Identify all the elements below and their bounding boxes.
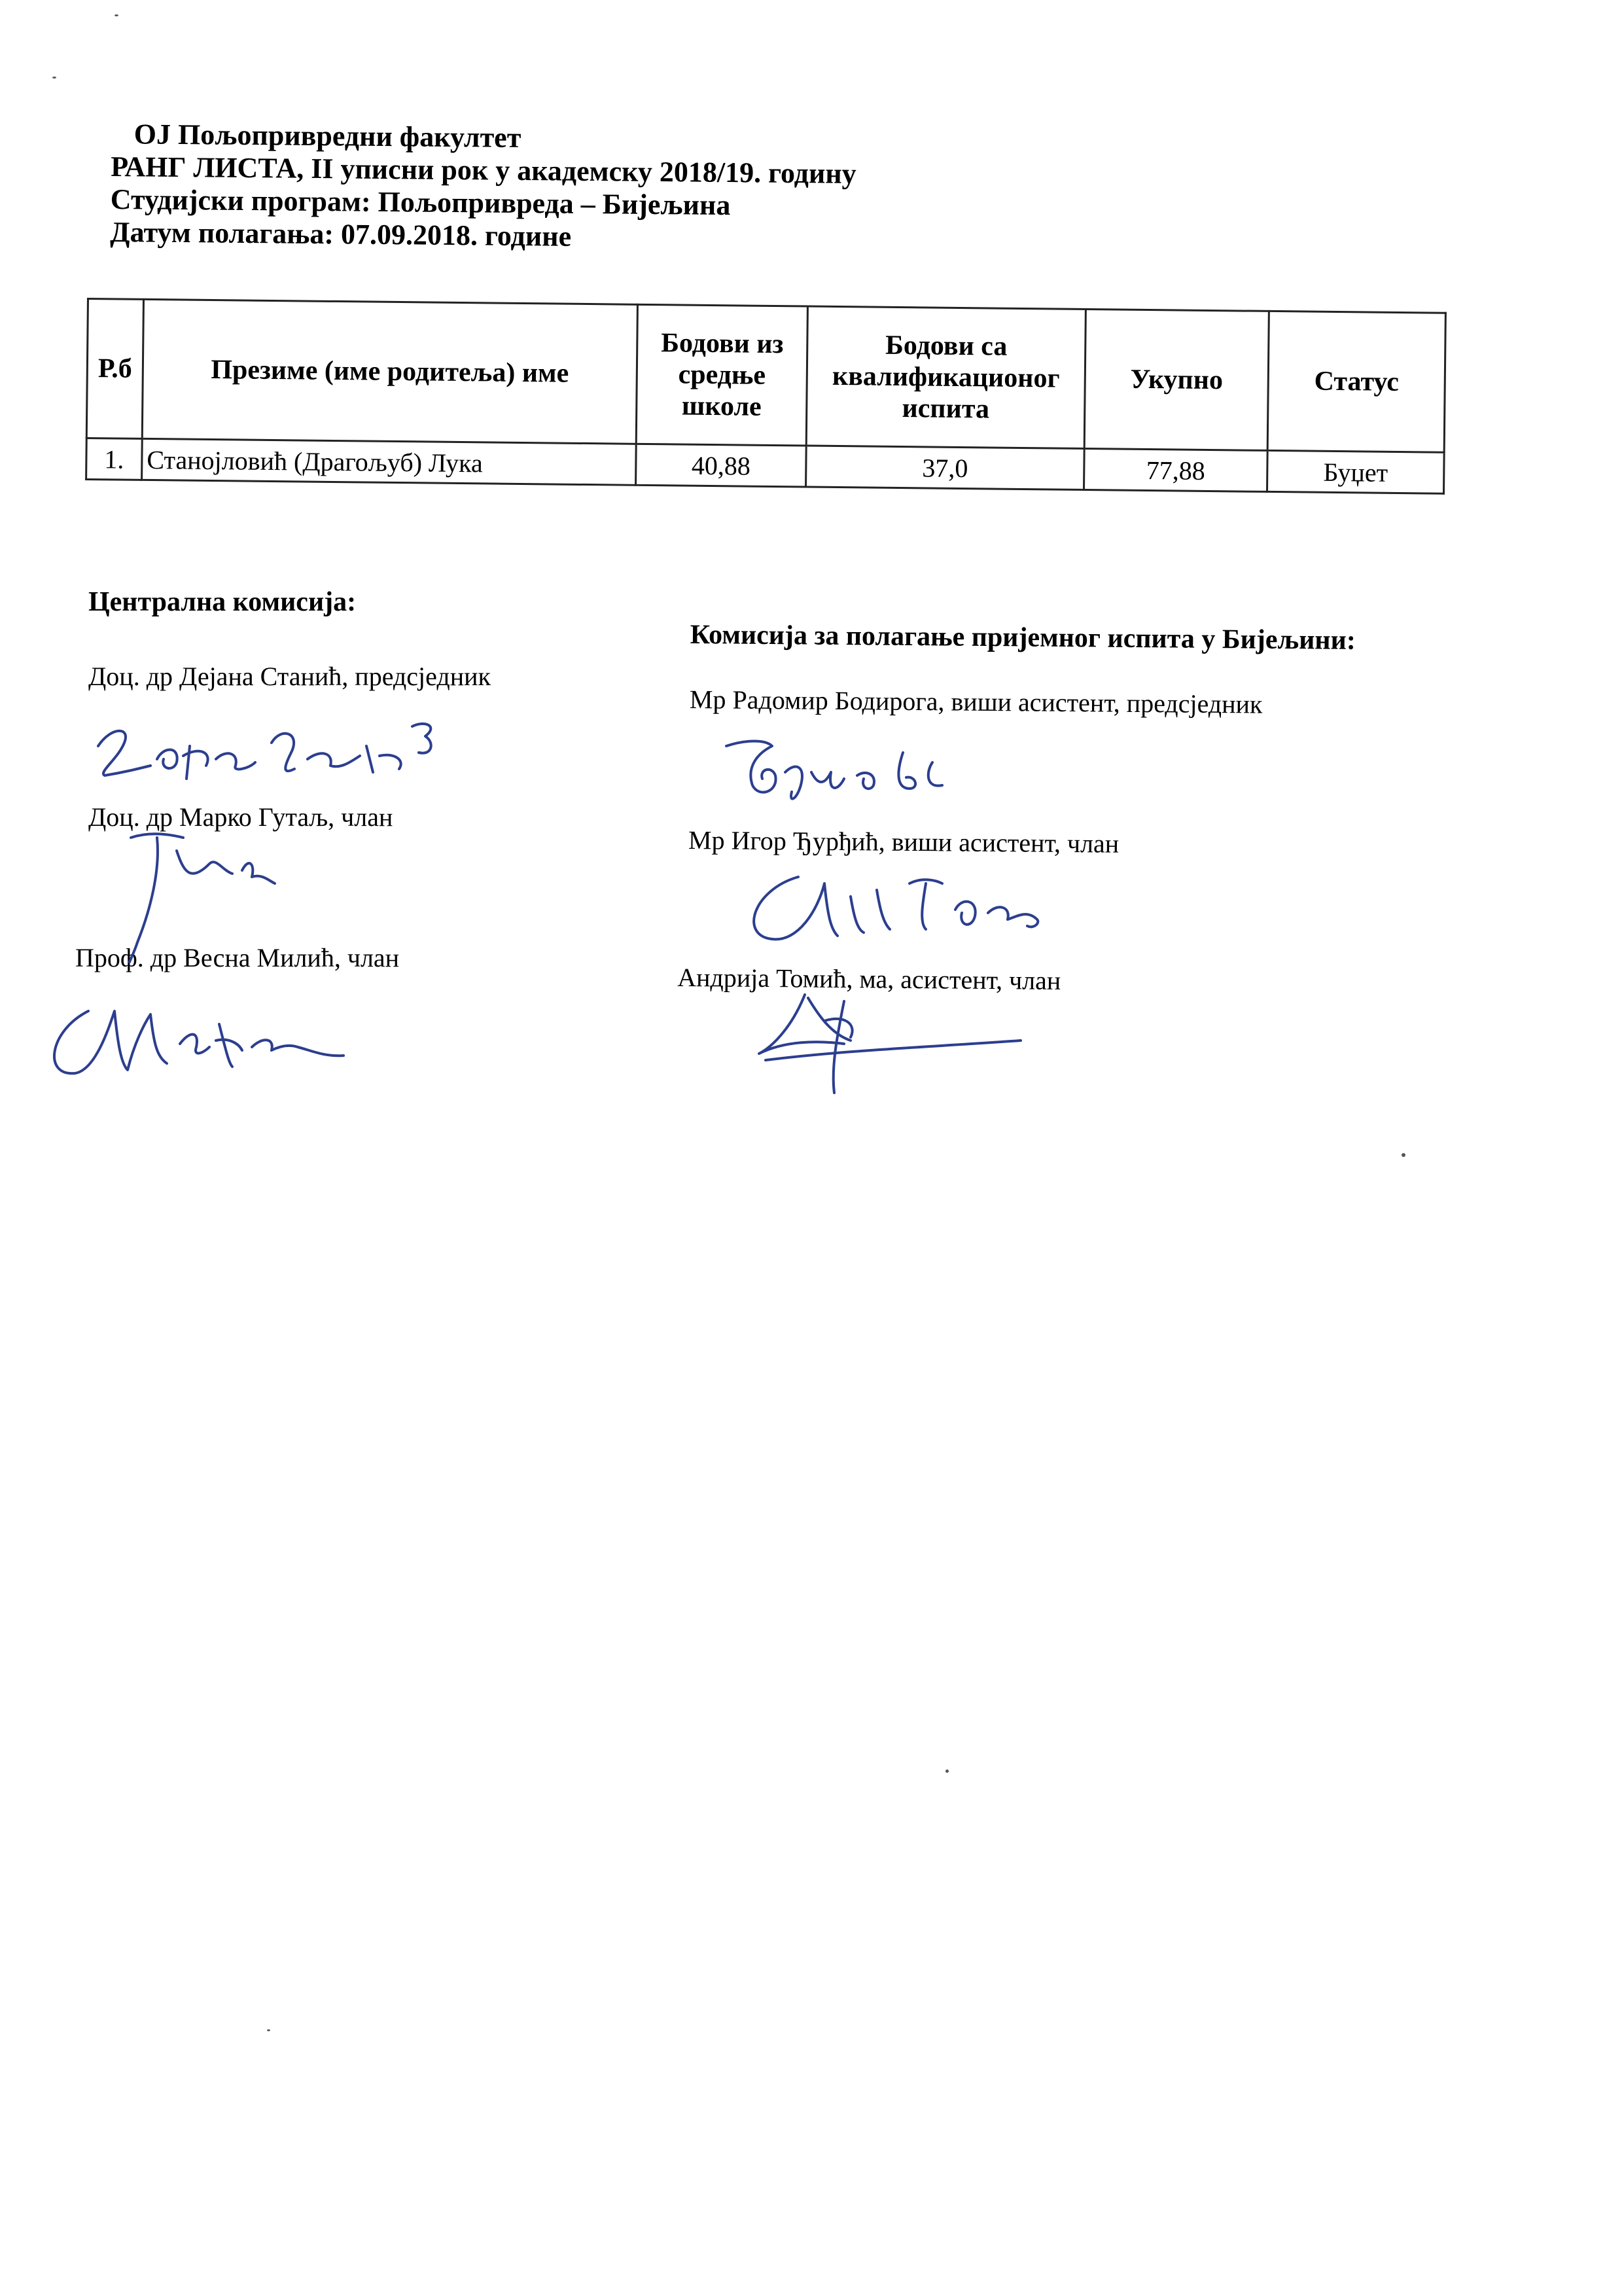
exam-date: Датум полагања: 07.09.2018. године xyxy=(110,215,572,253)
cell-rb: 1. xyxy=(86,438,143,480)
signature-tomic-icon xyxy=(746,975,1034,1099)
exam-commission xyxy=(677,618,1541,995)
faculty-name: ОЈ Пољопривредни факултет xyxy=(133,118,521,154)
header-school-points: Бодови из средње школе xyxy=(636,304,807,446)
central-member-1: Доц. др Дејана Станић, предсједник xyxy=(88,662,491,691)
header-status: Статус xyxy=(1267,311,1445,452)
signature-gutalj-icon xyxy=(111,811,294,969)
exam-member-1: Мр Радомир Бодирога, виши асистент, предсједник xyxy=(689,684,1263,719)
rank-table xyxy=(85,298,1447,495)
exam-member-3: Андрија Томић, ма, асистент, члан xyxy=(677,962,1061,995)
document-header xyxy=(110,118,856,256)
signature-stanic-icon xyxy=(85,707,451,792)
signature-milic-icon xyxy=(36,985,402,1090)
signature-djurdjic-icon xyxy=(726,857,1067,955)
rank-table-wrapper xyxy=(85,298,1447,495)
scan-speck xyxy=(267,2029,270,2031)
central-commission xyxy=(75,586,743,972)
signature-bodiroga-icon xyxy=(707,726,981,825)
header-rb: Р.б xyxy=(86,299,143,439)
scan-speck xyxy=(945,1770,949,1773)
central-commission-title: Централна комисија: xyxy=(88,587,357,617)
cell-status: Буџет xyxy=(1267,450,1444,493)
header-exam-points: Бодови са квалификационог испита xyxy=(806,306,1086,448)
central-member-2: Доц. др Марко Гутаљ, члан xyxy=(88,802,393,832)
scan-speck xyxy=(1402,1153,1405,1157)
scan-speck xyxy=(52,77,56,79)
exam-member-2: Мр Игор Ђурђић, виши асистент, члан xyxy=(688,825,1120,859)
table-header-row xyxy=(86,299,1445,453)
central-member-3: Проф. др Весна Милић, члан xyxy=(75,943,400,972)
scan-speck xyxy=(115,14,118,16)
rank-list-title: РАНГ ЛИСТА, II уписни рок у академску 2018/19. годину xyxy=(111,150,856,190)
exam-commission-title: Комисија за полагање пријемног испита у Бијељини: xyxy=(690,619,1356,656)
cell-name: Станојловић (Драгољуб) Лука xyxy=(142,438,637,485)
header-name: Презиме (име родитеља) име xyxy=(142,299,637,444)
study-program: Студијски програм: Пољопривреда – Бијељина xyxy=(110,183,731,222)
cell-school-points: 40,88 xyxy=(636,444,807,487)
header-total: Укупно xyxy=(1084,309,1269,450)
cell-exam-points: 37,0 xyxy=(806,446,1085,489)
cell-total: 77,88 xyxy=(1084,448,1268,491)
